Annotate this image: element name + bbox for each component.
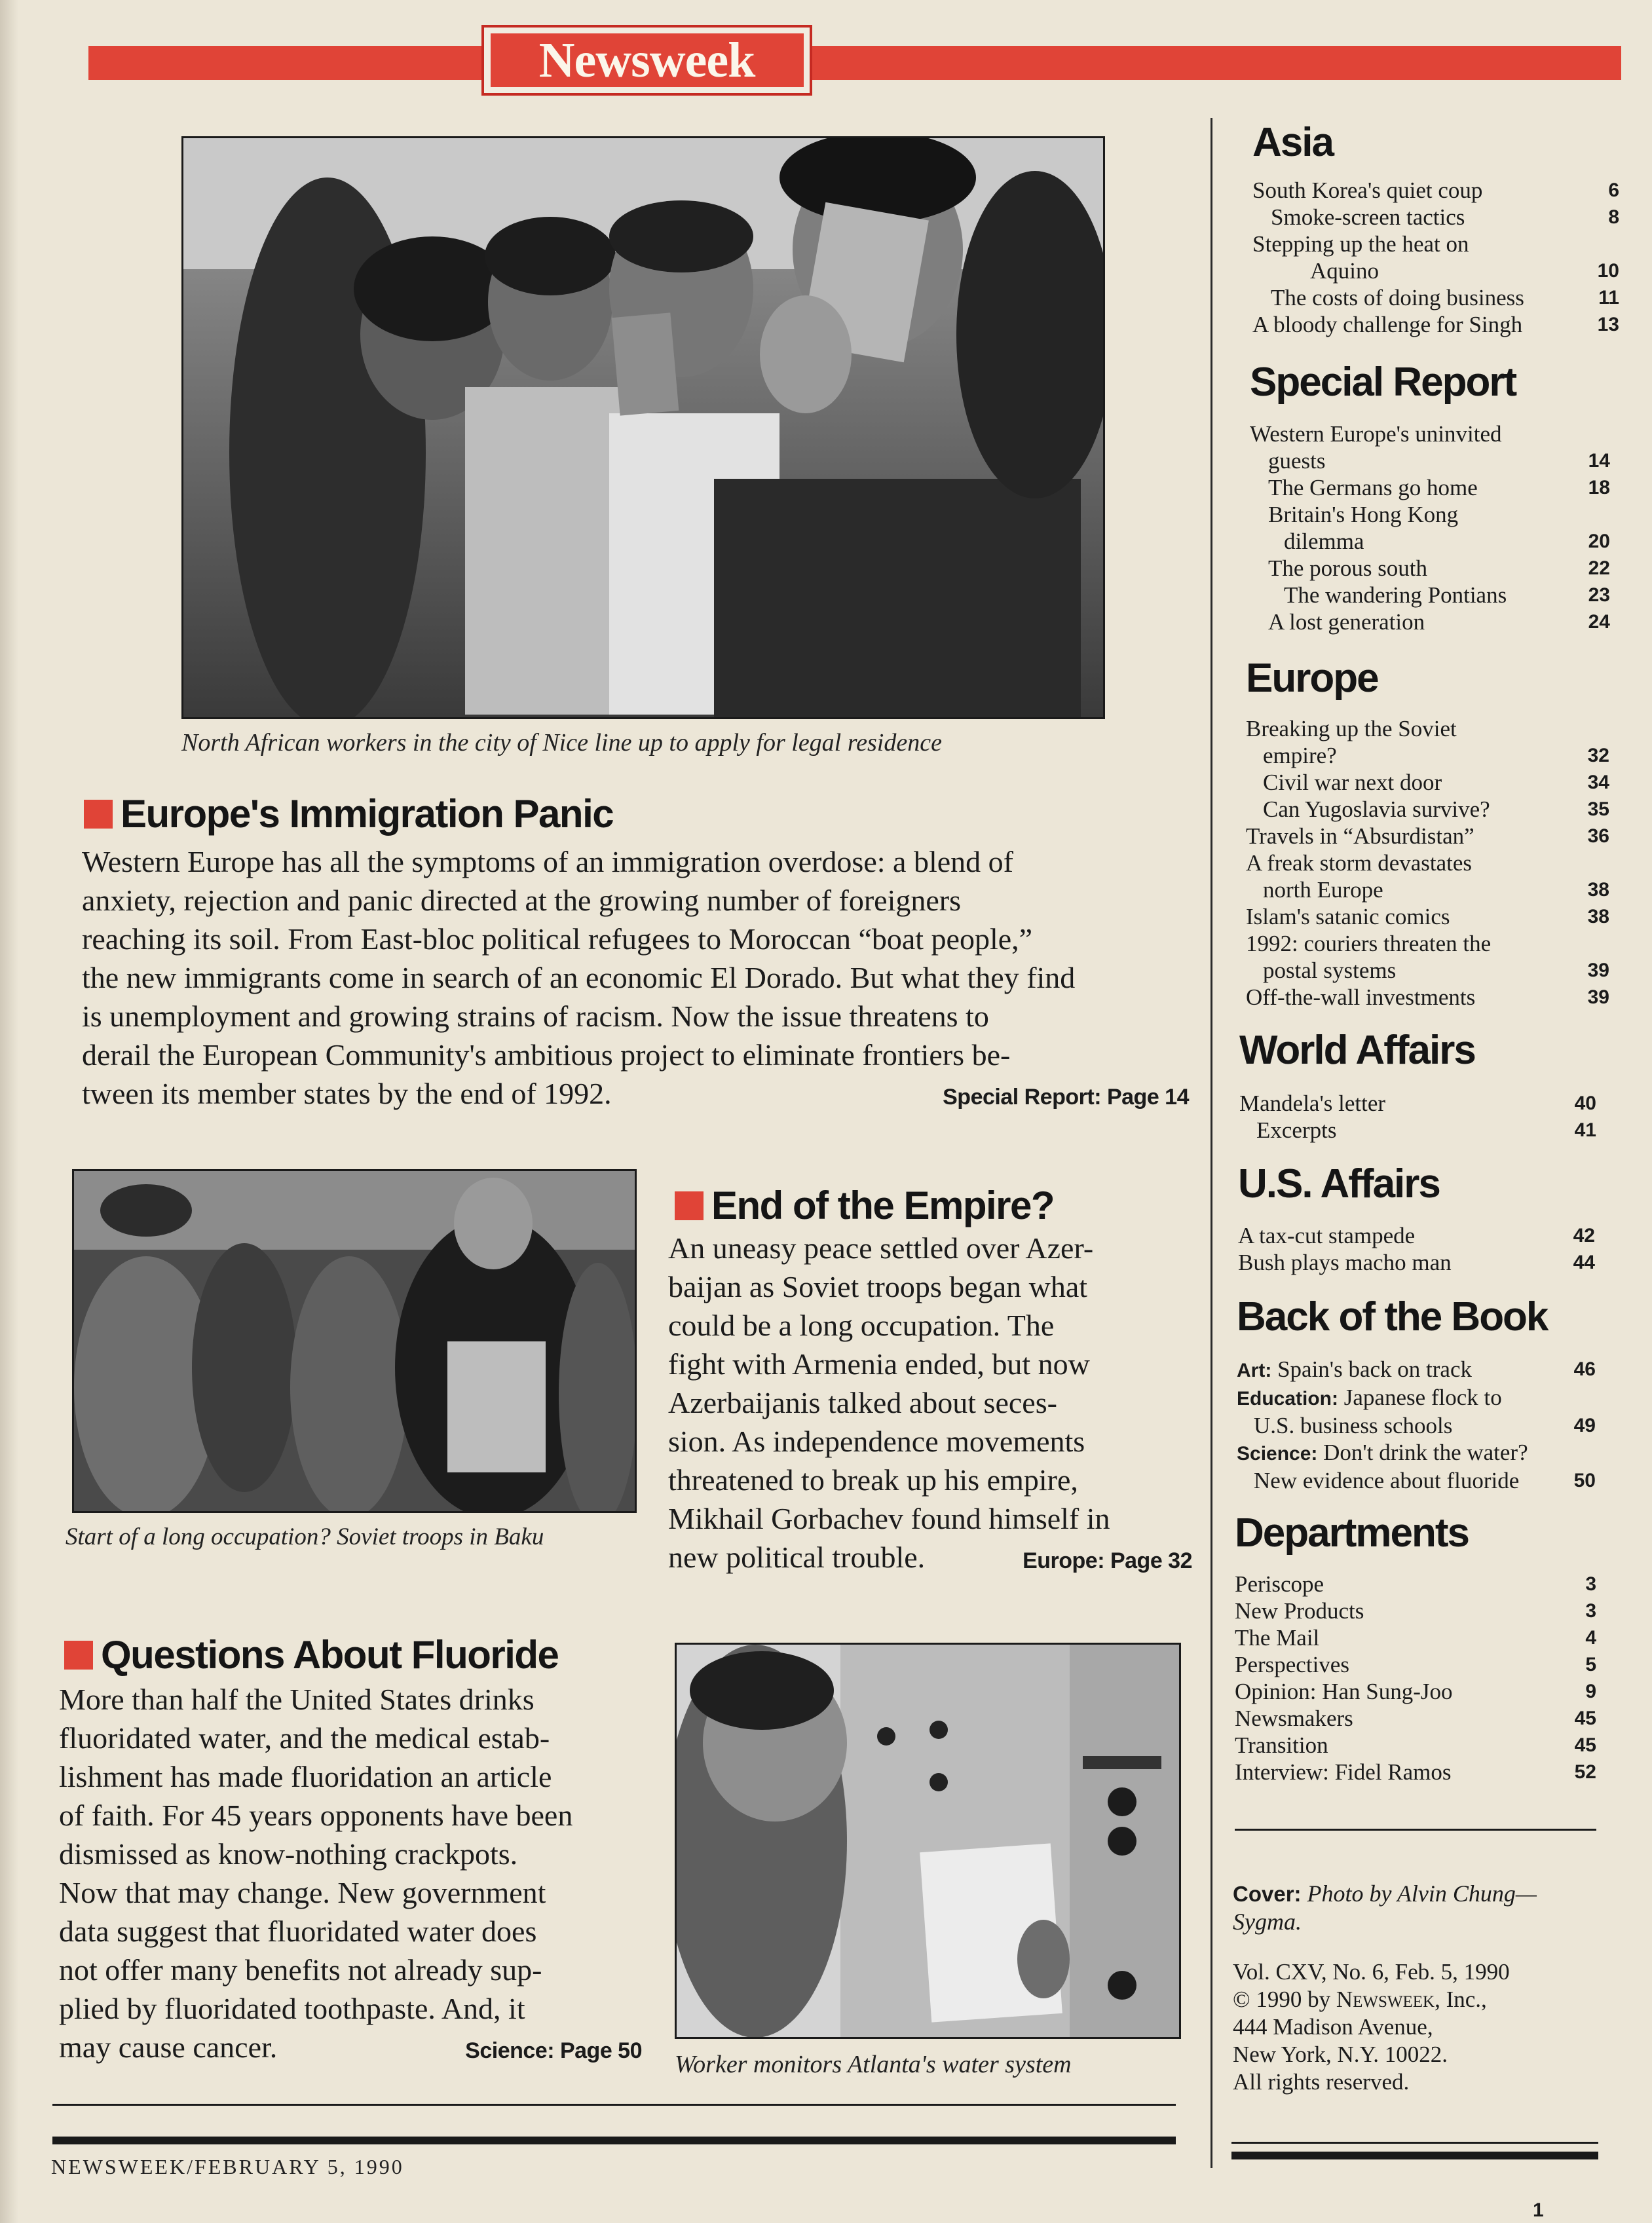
toc-section-europe[interactable]: Europe	[1246, 656, 1378, 701]
fluoride-line: of faith. For 45 years opponents have been	[59, 1799, 573, 1832]
top-photo-caption: North African workers in the city of Nice line up to apply for legal residence	[181, 729, 942, 757]
baku-photo-caption: Start of a long occupation? Soviet troops in Baku	[66, 1523, 544, 1550]
toc-entry[interactable]: U.S. business schools 49	[1254, 1413, 1596, 1438]
copyright-line: © 1990 by Newsweek, Inc.,	[1233, 1987, 1487, 2012]
toc-list-back-of-book	[1237, 1356, 1596, 1494]
toc-entry[interactable]: Civil war next door 34	[1263, 770, 1609, 795]
fluoride-line: data suggest that fluoridated water does	[59, 1915, 537, 1948]
address-line: 444 Madison Avenue,	[1233, 2014, 1433, 2040]
toc-entry[interactable]: The Mail 4	[1235, 1625, 1596, 1651]
baku-troops-photo	[72, 1169, 637, 1513]
empire-line: fight with Armenia ended, but now	[668, 1347, 1090, 1381]
toc-entry[interactable]: South Korea's quiet coup 6	[1252, 177, 1619, 203]
sidebar-rule	[1235, 1829, 1596, 1831]
empire-line: sion. As independence movements	[668, 1425, 1085, 1458]
lead-line: derail the European Community's ambitious project to eliminate frontiers be-	[82, 1038, 1011, 1072]
fluoride-line: plied by fluoridated toothpaste. And, it	[59, 1992, 525, 2025]
bottom-rule-thick	[52, 2137, 1176, 2144]
fluoride-line: dismissed as know-nothing crackpots.	[59, 1837, 518, 1871]
lead-line: the new immigrants come in search of an economic El Dorado. But what they find	[82, 961, 1076, 994]
toc-entry[interactable]: Art: Spain's back on track 46	[1237, 1356, 1596, 1382]
toc-entry[interactable]: The porous south 22	[1268, 555, 1610, 581]
toc-entry[interactable]: A bloody challenge for Singh 13	[1252, 312, 1619, 337]
empire-headline[interactable]	[675, 1183, 1054, 1228]
toc-entry[interactable]: Periscope 3	[1235, 1571, 1596, 1597]
empire-line: could be a long occupation. The	[668, 1309, 1055, 1342]
toc-entry[interactable]: 1992: couriers threaten the	[1246, 931, 1492, 956]
fluoride-headline[interactable]	[64, 1632, 558, 1677]
toc-entry[interactable]: The wandering Pontians 23	[1284, 582, 1610, 608]
lead-body	[82, 842, 1189, 1117]
toc-entry[interactable]: Opinion: Han Sung-Joo 9	[1235, 1679, 1596, 1704]
toc-entry[interactable]: Smoke-screen tactics 8	[1271, 204, 1619, 230]
cover-label: Cover:	[1233, 1882, 1302, 1906]
toc-list-us-affairs	[1238, 1222, 1595, 1276]
toc-entry[interactable]: Excerpts 41	[1256, 1117, 1596, 1143]
toc-entry[interactable]: New Products 3	[1235, 1598, 1596, 1624]
publication-info	[1233, 1958, 1606, 2096]
toc-entry[interactable]: Science: Don't drink the water?	[1237, 1440, 1528, 1465]
toc-entry[interactable]: The costs of doing business 11	[1271, 285, 1619, 310]
toc-section-special-report[interactable]: Special Report	[1250, 360, 1516, 405]
toc-entry[interactable]: empire? 32	[1263, 743, 1609, 768]
empire-page-ref[interactable]: Europe: Page 32	[1023, 1548, 1192, 1573]
empire-line: new political trouble.	[668, 1541, 926, 1574]
toc-entry[interactable]: postal systems 39	[1263, 958, 1609, 983]
sidebar-divider	[1211, 118, 1212, 2168]
masthead-bar	[88, 46, 1621, 80]
toc-entry[interactable]: Mandela's letter 40	[1239, 1091, 1596, 1116]
sidebar-bottom-rule-thin	[1231, 2142, 1598, 2144]
toc-list-asia	[1252, 177, 1619, 338]
page-edge	[0, 0, 18, 2223]
toc-entry[interactable]: Britain's Hong Kong	[1268, 502, 1459, 527]
fluoride-line: not offer many benefits not already sup-	[59, 1953, 542, 1987]
toc-entry[interactable]: Stepping up the heat on	[1252, 231, 1469, 257]
water-system-photo	[675, 1643, 1181, 2039]
newsweek-logo[interactable]	[481, 25, 812, 96]
toc-entry[interactable]: Interview: Fidel Ramos 52	[1235, 1759, 1596, 1785]
toc-section-back-of-book[interactable]: Back of the Book	[1237, 1294, 1548, 1339]
empire-body	[668, 1229, 1192, 1580]
cover-credit-text: Sygma.	[1233, 1909, 1302, 1935]
empire-line: Mikhail Gorbachev found himself in	[668, 1502, 1110, 1535]
sidebar-bottom-rule-thick	[1231, 2152, 1598, 2159]
toc-entry[interactable]: dilemma 20	[1284, 529, 1610, 554]
toc-entry[interactable]: Newsmakers 45	[1235, 1706, 1596, 1731]
fluoride-headline-text: Questions About Fluoride	[101, 1633, 559, 1677]
toc-entry[interactable]: The Germans go home 18	[1268, 475, 1610, 500]
toc-entry[interactable]: A freak storm devastates	[1246, 850, 1473, 876]
cover-credit-text: Photo by Alvin Chung—	[1307, 1880, 1537, 1907]
fluoride-line: fluoridated water, and the medical estab-	[59, 1721, 550, 1755]
toc-entry[interactable]: Travels in “Absurdistan” 36	[1246, 823, 1609, 849]
rights-line: All rights reserved.	[1233, 2069, 1410, 2095]
toc-entry[interactable]: A lost generation 24	[1268, 609, 1610, 635]
fluoride-line: Now that may change. New government	[59, 1876, 546, 1909]
toc-list-special-report	[1250, 420, 1610, 635]
empire-line: threatened to break up his empire,	[668, 1463, 1078, 1497]
bottom-rule-thin	[52, 2104, 1176, 2106]
red-square-marker	[84, 800, 113, 829]
toc-entry[interactable]: Off-the-wall investments 39	[1246, 984, 1609, 1010]
toc-entry[interactable]: Transition 45	[1235, 1732, 1596, 1758]
toc-list-world-affairs	[1239, 1090, 1596, 1144]
address-line: New York, N.Y. 10022.	[1233, 2042, 1448, 2067]
red-square-marker	[64, 1641, 93, 1670]
cover-credit	[1233, 1880, 1606, 1936]
lead-line: Western Europe has all the symptoms of an immigration overdose: a blend of	[82, 845, 1013, 878]
toc-section-world-affairs[interactable]: World Affairs	[1239, 1028, 1475, 1073]
lead-line: reaching its soil. From East-bloc political refugees to Moroccan “boat people,”	[82, 922, 1033, 956]
logo-text: Newsweek	[491, 33, 804, 87]
red-square-marker	[675, 1191, 704, 1220]
toc-entry[interactable]: Breaking up the Soviet	[1246, 716, 1457, 741]
lead-page-ref[interactable]: Special Report: Page 14	[943, 1085, 1189, 1110]
empire-line: Azerbaijanis talked about seces-	[668, 1386, 1057, 1419]
lead-line: anxiety, rejection and panic directed at the growing number of foreigners	[82, 884, 961, 917]
toc-entry[interactable]: Bush plays macho man 44	[1238, 1250, 1595, 1275]
water-photo-caption: Worker monitors Atlanta's water system	[675, 2051, 1072, 2078]
lead-line: tween its member states by the end of 1992.	[82, 1077, 612, 1110]
toc-entry[interactable]: north Europe 38	[1263, 877, 1609, 903]
toc-entry[interactable]: Islam's satanic comics 38	[1246, 904, 1609, 929]
empire-line: baijan as Soviet troops began what	[668, 1270, 1088, 1303]
toc-entry[interactable]: Aquino 10	[1310, 258, 1619, 284]
toc-section-us-affairs[interactable]: U.S. Affairs	[1238, 1161, 1440, 1206]
volume-line: Vol. CXV, No. 6, Feb. 5, 1990	[1233, 1959, 1510, 1985]
toc-entry[interactable]: guests 14	[1268, 448, 1610, 474]
empire-headline-text: End of the Empire?	[711, 1184, 1055, 1227]
toc-entry[interactable]: A tax-cut stampede 42	[1238, 1223, 1595, 1248]
lead-headline[interactable]	[84, 791, 613, 836]
toc-list-departments	[1235, 1571, 1596, 1785]
page-footer: NEWSWEEK/FEBRUARY 5, 1990	[51, 2155, 404, 2178]
empire-line: An uneasy peace settled over Azer-	[668, 1231, 1094, 1265]
lead-headline-text: Europe's Immigration Panic	[121, 792, 614, 836]
lead-line: is unemployment and growing strains of racism. Now the issue threatens to	[82, 999, 989, 1033]
toc-entry[interactable]: New evidence about fluoride 50	[1254, 1468, 1596, 1493]
toc-entry[interactable]: Education: Japanese flock to	[1237, 1385, 1502, 1410]
toc-list-europe	[1246, 715, 1609, 1011]
fluoride-page-ref[interactable]: Science: Page 50	[465, 2038, 642, 2063]
nice-workers-photo	[181, 136, 1105, 719]
toc-entry[interactable]: Western Europe's uninvited	[1250, 421, 1502, 447]
page-number: 1	[1533, 2199, 1544, 2221]
fluoride-line: More than half the United States drinks	[59, 1683, 535, 1716]
fluoride-body	[59, 1680, 642, 2070]
toc-entry[interactable]: Perspectives 5	[1235, 1652, 1596, 1677]
toc-entry[interactable]: Can Yugoslavia survive? 35	[1263, 796, 1609, 822]
fluoride-line: may cause cancer.	[59, 2030, 278, 2064]
toc-section-departments[interactable]: Departments	[1235, 1510, 1469, 1556]
toc-section-asia[interactable]: Asia	[1252, 120, 1333, 165]
fluoride-line: lishment has made fluoridation an article	[59, 1760, 552, 1793]
